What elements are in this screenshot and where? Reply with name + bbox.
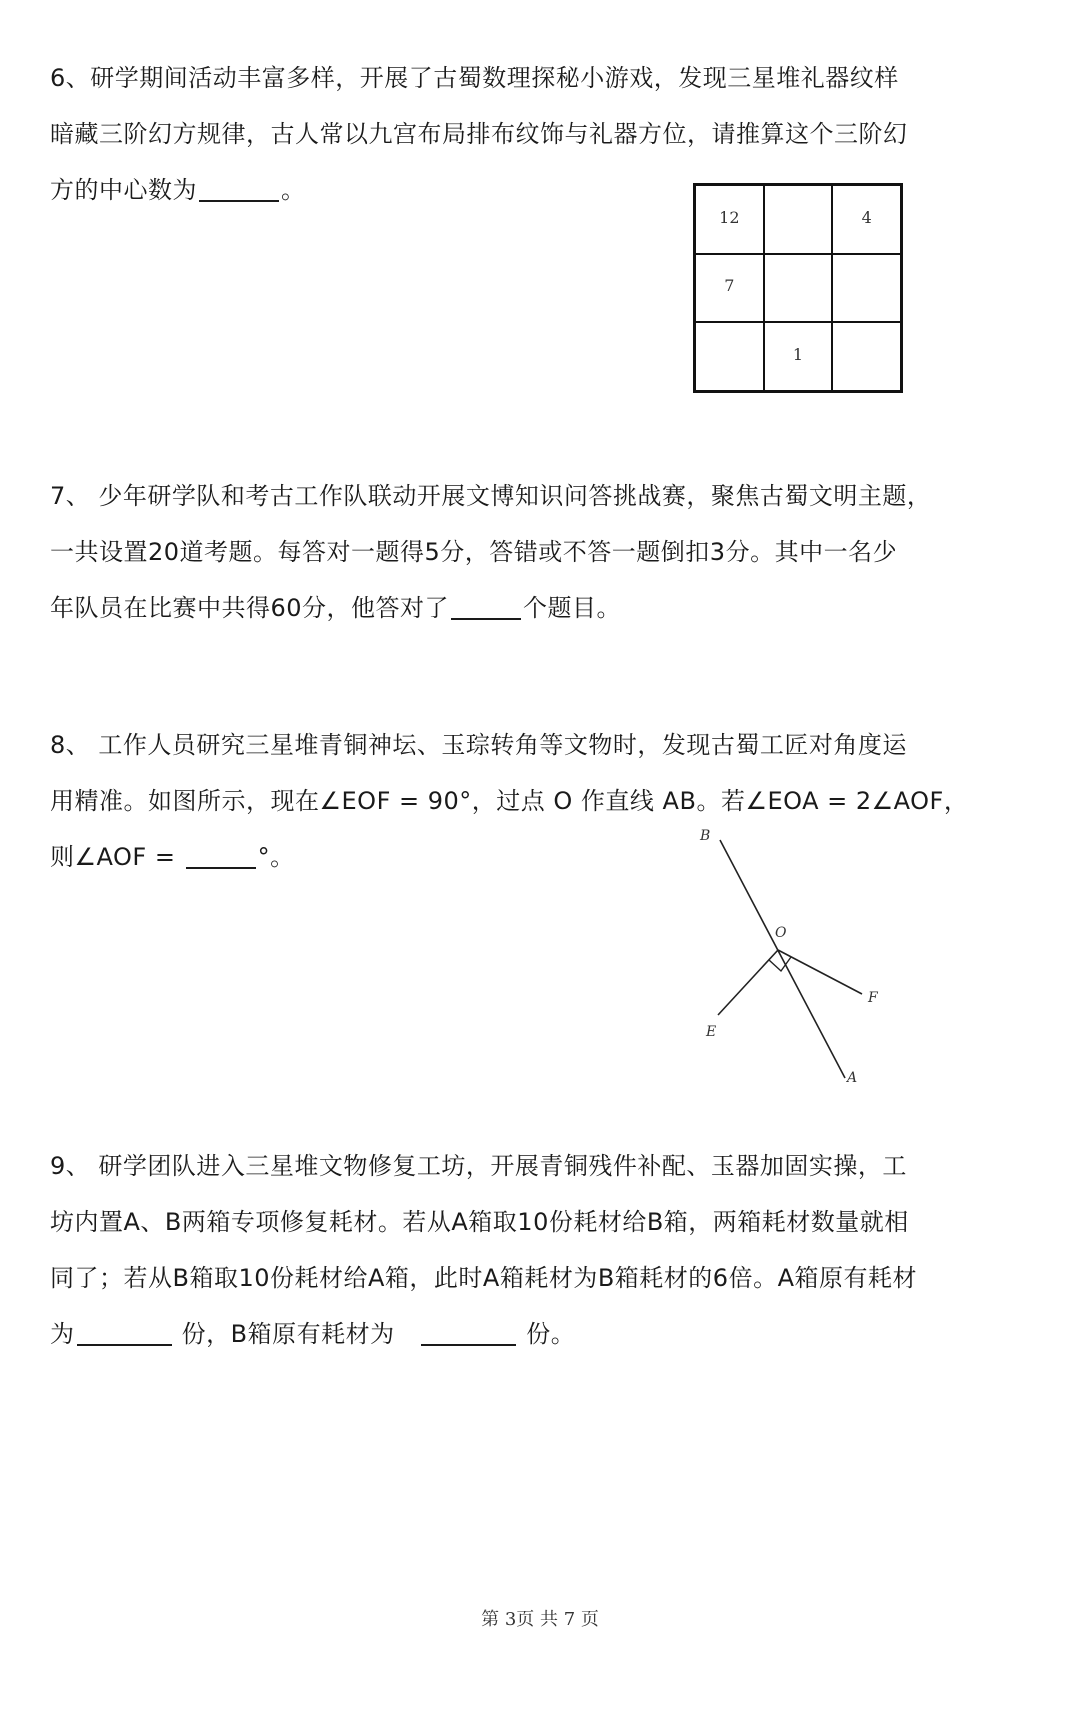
question-6-line-1: 6、研学期间活动丰富多样，开展了古蜀数理探秘小游戏，发现三星堆礼器纹样 (50, 64, 899, 92)
label-f: F (868, 990, 878, 1006)
question-7 (50, 468, 980, 636)
answer-blank[interactable] (186, 839, 256, 869)
grid-cell (695, 322, 764, 391)
answer-blank-a[interactable] (77, 1316, 172, 1346)
answer-blank[interactable] (199, 172, 279, 202)
question-7-line-1: 7、 少年研学队和考古工作队联动开展文博知识问答挑战赛，聚焦古蜀文明主题， (50, 482, 932, 510)
page-footer: 第 3页 共 7 页 (481, 1609, 599, 1630)
ray-oe (718, 950, 778, 1015)
magic-square-grid (693, 183, 903, 393)
grid-cell: 7 (695, 254, 764, 323)
question-9-line-2: 坊内置A、B两箱专项修复耗材。若从A箱取10份耗材给B箱，两箱耗材数量就相 (50, 1208, 909, 1236)
question-9-line-4: 为 份，B箱原有耗材为 份。 (50, 1306, 980, 1362)
line-ab (720, 840, 845, 1078)
label-o: O (775, 925, 787, 941)
answer-blank-b[interactable] (421, 1316, 516, 1346)
grid-cell (832, 322, 901, 391)
grid-cell (832, 254, 901, 323)
grid-cell: 1 (764, 322, 833, 391)
grid-cell: 4 (832, 185, 901, 254)
angle-diagram (690, 820, 930, 1100)
question-6-line-2: 暗藏三阶幻方规律，古人常以九宫布局排布纹饰与礼器方位，请推算这个三阶幻 (50, 120, 908, 148)
question-8-line-1: 8、 工作人员研究三星堆青铜神坛、玉琮转角等文物时，发现古蜀工匠对角度运 (50, 731, 907, 759)
grid-cell (764, 254, 833, 323)
grid-cell: 12 (695, 185, 764, 254)
question-8-line-2: 用精准。如图所示，现在∠EOF = 90°，过点 O 作直线 AB。若∠EOA = 2∠AOF， (50, 787, 969, 815)
question-9-line-3: 同了；若从B箱取10份耗材给A箱，此时A箱耗材为B箱耗材的6倍。A箱原有耗材 (50, 1264, 917, 1292)
question-8-line-3: 则∠AOF = °。 (50, 829, 980, 885)
ray-of (778, 950, 862, 994)
grid-cell (764, 185, 833, 254)
label-e: E (706, 1024, 717, 1040)
label-b: B (700, 828, 711, 844)
question-6-line-3: 方的中心数为 。 (50, 162, 980, 218)
question-7-line-3: 年队员在比赛中共得60分，他答对了 个题目。 (50, 580, 980, 636)
question-9 (50, 1138, 980, 1362)
question-7-line-2: 一共设置20道考题。每答对一题得5分，答错或不答一题倒扣3分。其中一名少 (50, 538, 898, 566)
question-9-line-1: 9、 研学团队进入三星堆文物修复工坊，开展青铜残件补配、玉器加固实操，工 (50, 1152, 907, 1180)
label-a: A (847, 1070, 858, 1086)
answer-blank[interactable] (451, 590, 521, 620)
